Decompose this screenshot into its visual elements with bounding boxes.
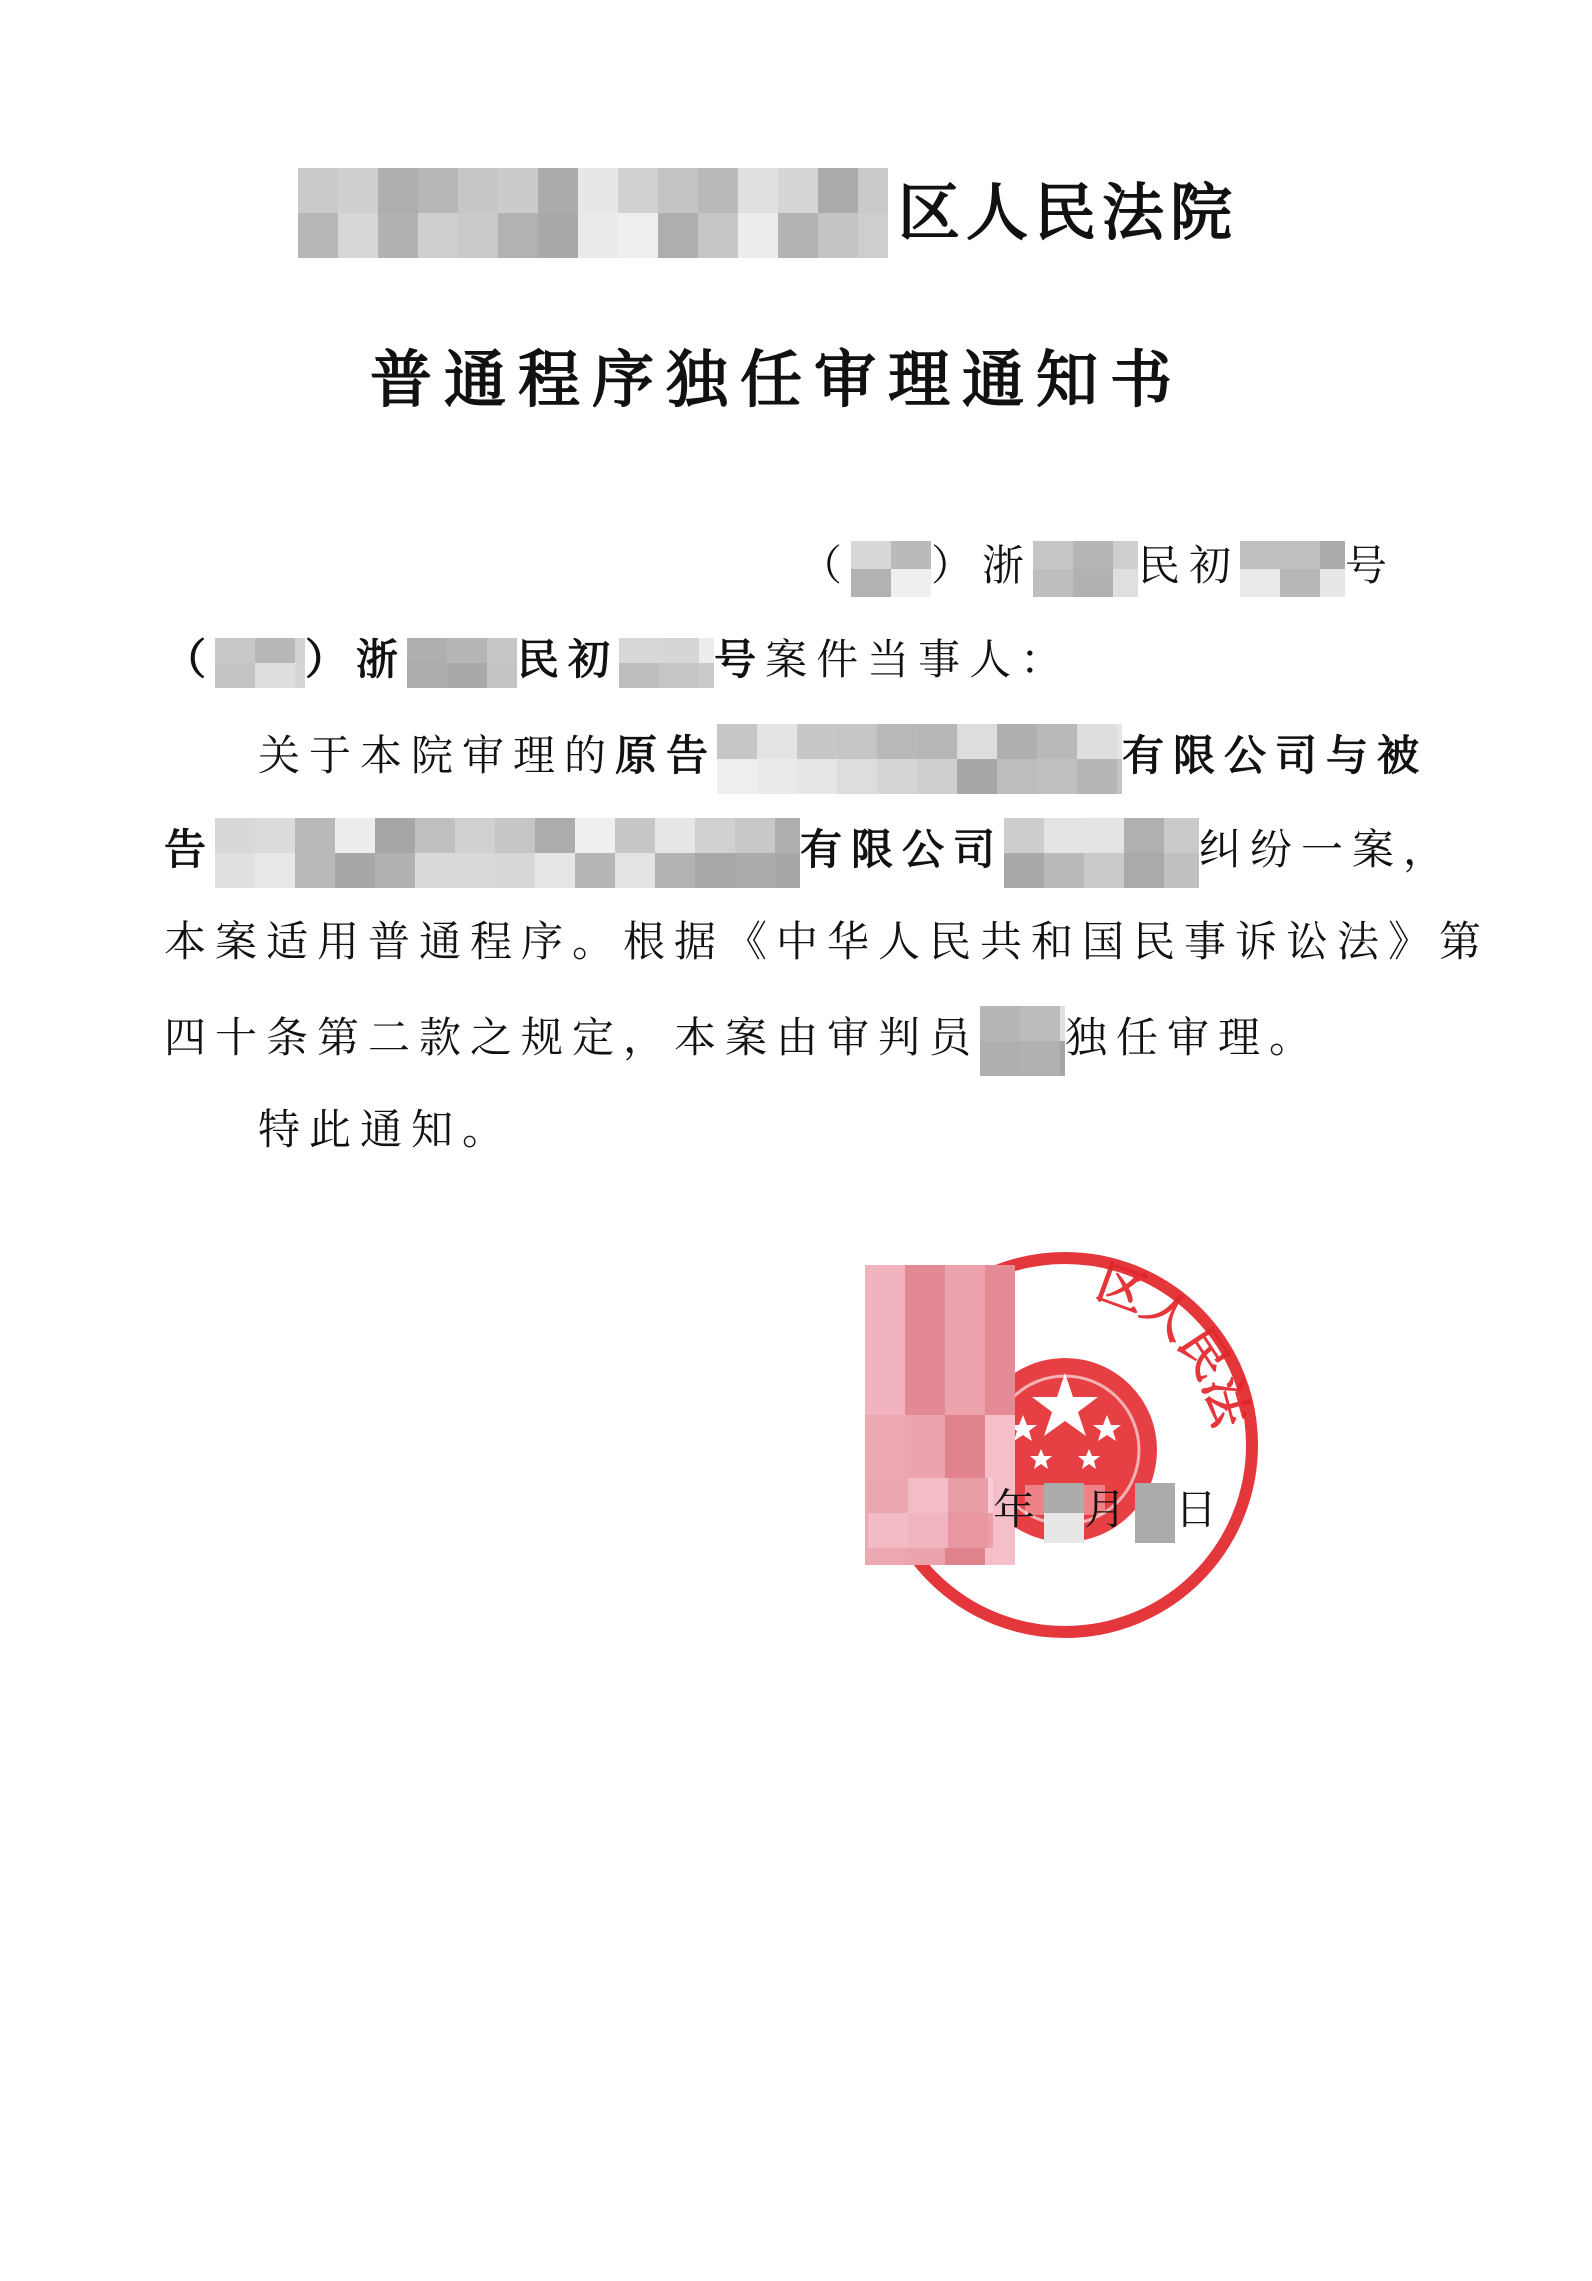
body-line-3: 本案适用普通程序。根据《中华人民共和国民事诉讼法》第 [164,917,1491,966]
redaction-cell [615,818,655,853]
redaction-cell [1113,541,1138,569]
redaction-cell [1280,541,1320,569]
defendant-company-suffix: 有限公司 [800,825,1005,874]
redaction-cell [298,213,338,258]
redacted-addressee-serial [619,638,714,688]
redaction-cell [818,213,858,258]
redaction-cell [868,1478,908,1513]
redaction-cell [298,168,338,213]
redaction-cell [858,168,888,213]
addressee-suffix: 案件当事人： [765,635,1072,684]
redaction-cell [1240,569,1280,597]
redaction-cell [891,541,931,569]
redaction-cell [1077,724,1117,759]
redaction-cell [695,818,735,853]
redaction-cell [877,759,917,794]
redaction-cell [1113,569,1138,597]
redaction-cell [215,663,255,688]
redaction-cell [1164,853,1199,888]
redaction-cell [659,638,699,663]
redaction-cell [295,853,335,888]
redaction-cell [1044,1513,1084,1543]
redaction-cell [945,1265,985,1415]
redaction-cell [948,1513,988,1548]
redaction-cell [1117,759,1122,794]
redaction-cell [455,853,495,888]
redaction-cell [335,818,375,853]
redaction-cell [658,213,698,258]
redaction-cell [487,663,517,688]
redaction-cell [735,818,775,853]
redaction-cell [618,168,658,213]
redacted-case-year [851,541,931,597]
redaction-cell [1033,569,1073,597]
redaction-cell [695,853,735,888]
redaction-cell [658,168,698,213]
body-line-1-tail: 有限公司与被 [1122,731,1429,780]
redaction-cell [738,168,778,213]
redaction-cell [948,1478,988,1513]
redaction-cell [797,724,837,759]
redacted-day [1135,1483,1175,1543]
redaction-cell [378,213,418,258]
redaction-cell [415,818,455,853]
body-line-4-lead: 四十条第二款之规定，本案由审判员 [164,1013,981,1062]
court-name-suffix: 区人民法院 [898,176,1239,249]
redacted-addressee-court-code [407,638,517,688]
redaction-cell [495,818,535,853]
redaction-cell [458,168,498,213]
redaction-cell [1004,853,1044,888]
body-line-1-lead: 关于本院审理的 [258,731,616,780]
redaction-cell [578,168,618,213]
redacted-case-court-code [1033,541,1138,597]
case-number-close-paren: ）浙 [931,541,1034,590]
redaction-cell [1033,541,1073,569]
redacted-court-prefix [298,168,888,258]
redaction-cell [407,663,447,688]
redaction-cell [1135,1513,1175,1543]
redaction-cell [538,213,578,258]
redaction-cell [338,168,378,213]
redaction-cell [1164,818,1199,853]
redaction-cell [378,168,418,213]
body-line-2 [164,818,1454,888]
redaction-cell [418,213,458,258]
redaction-cell [997,724,1037,759]
redaction-cell [797,759,837,794]
redaction-cell [295,638,305,663]
date-month-label: 月 [1084,1485,1136,1534]
redaction-cell [495,853,535,888]
redaction-cell [1117,724,1122,759]
redaction-cell [988,1478,993,1513]
plaintiff-label: 原告 [615,731,718,780]
redaction-cell [997,759,1037,794]
redaction-cell [917,759,957,794]
redaction-cell [295,663,305,688]
redaction-cell [535,853,575,888]
closing-line: 特此通知。 [258,1105,514,1154]
redaction-cell [775,818,800,853]
body-line-4-tail: 独任审理。 [1065,1013,1321,1062]
redaction-cell [905,1265,945,1415]
redaction-cell [957,759,997,794]
addressee-suffix-bold: 号 [714,635,766,684]
date-day-label: 日 [1175,1485,1227,1534]
redacted-addressee-year [215,638,305,688]
redaction-cell [980,1041,1020,1076]
redaction-cell [735,853,775,888]
redaction-cell [837,724,877,759]
redaction-cell [1073,541,1113,569]
redaction-cell [255,818,295,853]
addressee-open-paren: （ [164,635,216,684]
redaction-cell [498,168,538,213]
redacted-defendant-name [215,818,800,888]
date-line [868,1478,1226,1548]
redaction-cell [458,213,498,258]
redaction-cell [778,213,818,258]
redaction-cell [1037,724,1077,759]
redaction-cell [255,853,295,888]
redaction-cell [535,818,575,853]
redaction-cell [778,168,818,213]
redaction-cell [699,638,714,663]
redaction-cell [659,663,699,688]
redaction-cell [215,638,255,663]
redaction-cell [738,213,778,258]
redaction-cell [619,663,659,688]
redaction-cell [1060,1041,1065,1076]
redaction-cell [255,638,295,663]
redaction-cell [1060,1006,1065,1041]
redaction-cell [1044,818,1084,853]
redaction-cell [447,663,487,688]
defendant-label: 告 [164,825,216,874]
redaction-cell [698,168,738,213]
case-number-middle: 民初 [1138,541,1241,590]
redaction-cell [1020,1006,1060,1041]
redaction-cell [575,818,615,853]
redaction-cell [1240,541,1280,569]
redaction-cell [775,853,800,888]
redacted-month [1044,1483,1084,1543]
redaction-cell [1004,818,1044,853]
redaction-cell [868,1513,908,1548]
redaction-cell [295,818,335,853]
redaction-cell [578,213,618,258]
case-number-end: 号 [1345,541,1397,590]
case-number [800,536,1396,597]
redaction-cell [757,759,797,794]
body-line-1 [258,724,1428,794]
redaction-cell [818,168,858,213]
redaction-cell [375,853,415,888]
redaction-cell [908,1478,948,1513]
case-number-open-paren: （ [800,541,852,590]
redaction-cell [1320,569,1345,597]
redacted-plaintiff-name [717,724,1122,794]
redaction-cell [985,1265,1015,1415]
redaction-cell [1044,853,1084,888]
redaction-cell [575,853,615,888]
body-line-4 [164,1006,1320,1076]
redaction-cell [498,213,538,258]
redaction-cell [655,853,695,888]
redaction-cell [851,569,891,597]
redaction-cell [908,1513,948,1548]
seal-text: 区人民法 [1089,1254,1259,1433]
addressee-close-paren: ）浙 [305,635,408,684]
redaction-cell [1320,541,1345,569]
redaction-cell [851,541,891,569]
date-year-label: 年 [993,1485,1045,1534]
redaction-cell [215,818,255,853]
redaction-cell [338,213,378,258]
redaction-cell [618,213,658,258]
redaction-cell [957,724,997,759]
redaction-cell [1084,853,1124,888]
court-seal [865,1245,1265,1645]
redaction-cell [917,724,957,759]
redaction-cell [980,1006,1020,1041]
redaction-cell [757,724,797,759]
redaction-cell [1124,818,1164,853]
redaction-cell [877,724,917,759]
redaction-cell [865,1265,905,1415]
redaction-cell [699,663,714,688]
redaction-cell [1135,1483,1175,1513]
redaction-cell [858,213,888,258]
redaction-cell [988,1513,993,1548]
redaction-cell [717,759,757,794]
redaction-cell [717,724,757,759]
redaction-cell [1280,569,1320,597]
redaction-cell [698,213,738,258]
redacted-dispute-type [1004,818,1199,888]
redaction-cell [1084,818,1124,853]
redaction-cell [1073,569,1113,597]
redaction-cell [487,638,517,663]
redaction-cell [255,663,295,688]
redaction-cell [375,818,415,853]
redaction-cell [407,638,447,663]
redacted-judge-name [980,1006,1065,1076]
redaction-cell [619,638,659,663]
body-line-2-tail: 纠纷一案， [1199,825,1455,874]
redaction-cell [1124,853,1164,888]
addressee-middle: 民初 [517,635,620,684]
redaction-cell [891,569,931,597]
addressee-line [164,630,1071,690]
redaction-cell [447,638,487,663]
redaction-cell [538,168,578,213]
redaction-cell [1037,759,1077,794]
redaction-cell [837,759,877,794]
redaction-cell [418,168,458,213]
page-title: 普通程序独任审理通知书 [370,343,1185,416]
redaction-cell [655,818,695,853]
redaction-cell [335,853,375,888]
redaction-cell [1077,759,1117,794]
redaction-cell [415,853,455,888]
redaction-cell [615,853,655,888]
redacted-case-serial [1240,541,1345,597]
redacted-year [868,1478,993,1548]
redaction-cell [1044,1483,1084,1513]
redaction-cell [455,818,495,853]
redaction-cell [1020,1041,1060,1076]
redaction-cell [215,853,255,888]
